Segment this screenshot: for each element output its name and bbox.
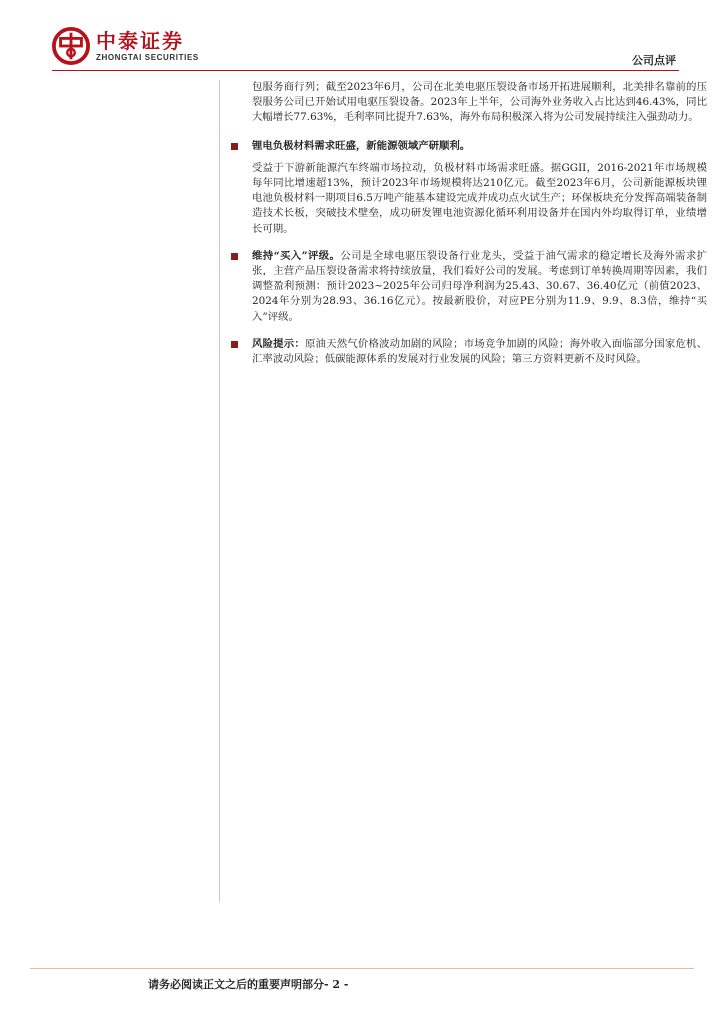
- zhongtai-logo-icon: [52, 27, 90, 65]
- section-body: 公司是全球电驱压裂设备行业龙头，受益于油气需求的稳定增长及海外需求扩张，主营产品压裂设备需求将持续放量，我们看好公司的发展。考虑到订单转换周期等因素，我们调整盈利预测：预计2023~2025年公司归母净利润为25.43、30.67、36.40亿元（前值2023、2024年分别为28.93、36.16亿元）。按最新股价，对应PE分别为11.9、9.9、8.3倍，维持“买入”评级。: [252, 249, 708, 323]
- header-divider: [52, 70, 679, 71]
- section-rating: [229, 249, 707, 325]
- left-column-rule: [219, 80, 220, 902]
- report-type-label: 公司点评: [632, 54, 676, 67]
- square-bullet-icon: [231, 341, 238, 348]
- section-risk: [229, 337, 707, 367]
- logo-chinese-name: 中泰证券: [96, 28, 184, 53]
- intro-paragraph: 包服务商行列；截至2023年6月，公司在北美电驱压裂设备市场开拓进展顺利，北美排名靠前的压裂服务公司已开始试用电驱压裂设备。2023年上半年，公司海外业务收入占比达到46.43%，同比大幅增长77.63%，毛利率同比提升7.63%，海外布局积极深入将为公司发展持续注入强劲动力。: [252, 81, 707, 124]
- section-title: 风险提示：: [252, 337, 305, 350]
- square-bullet-icon: [231, 253, 238, 260]
- company-logo: [52, 27, 199, 65]
- square-bullet-icon: [231, 143, 238, 150]
- main-content: [229, 80, 707, 367]
- section-body: 受益于下游新能源汽车终端市场拉动，负极材料市场需求旺盛。据GGII，2016-2021年市场规模每年同比增速超13%，预计2023年市场规模将达210亿元。截至2023年6月，公司新能源板块锂电池负极材料一期项目6.5万吨产能基本建设完成并成功点火试生产；环保板块充分发挥高端装备制造技术长板，突破技术壁垒，成功研发锂电池资源化循环利用设备并在国内外均取得订单，业绩增长可期。: [252, 161, 707, 235]
- section-title: 维持“买入”评级。: [252, 249, 341, 262]
- section-title: 锂电负极材料需求旺盛，新能源领域产研顺利。: [252, 139, 471, 152]
- section-anode-materials: [229, 139, 707, 154]
- section-body: 原油天然气价格波动加剧的风险；市场竞争加剧的风险；海外收入面临部分国家危机、汇率波动风险；低碳能源体系的发展对行业发展的风险；第三方资料更新不及时风险。: [252, 337, 708, 366]
- section-paragraph: [252, 249, 707, 325]
- logo-english-name: ZHONGTAI SECURITIES: [96, 52, 199, 62]
- page-header: [0, 0, 724, 76]
- footer-disclaimer: 请务必阅读正文之后的重要声明部分- 2 -: [148, 978, 349, 991]
- section-paragraph: [252, 337, 707, 367]
- footer-divider: [30, 968, 694, 969]
